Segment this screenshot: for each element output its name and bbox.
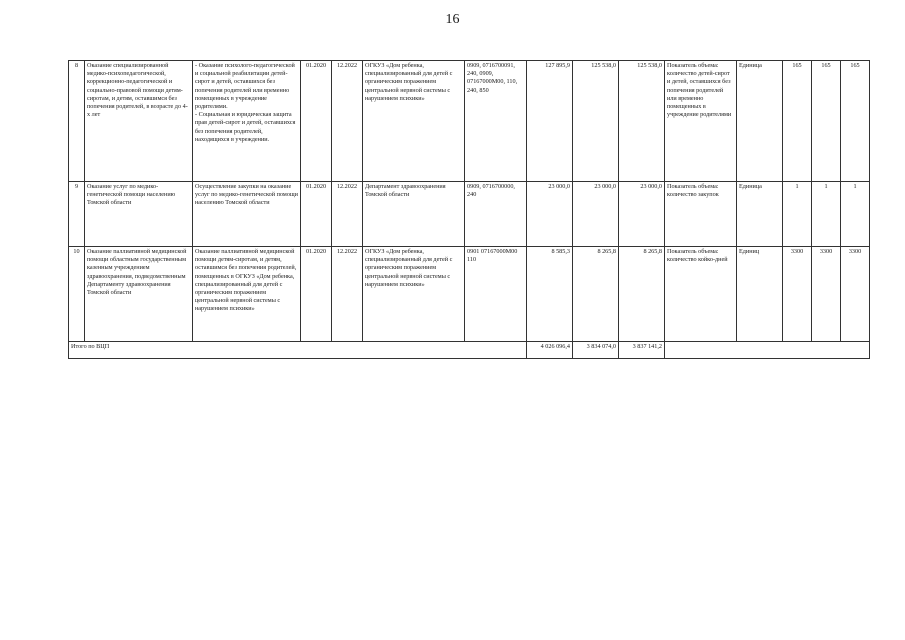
unit: Единица — [737, 61, 783, 182]
activity-name: Оказание специализированной медико-психопедагогической, коррекционно-педагогической и социально-правовой помощи детям-сиротам, и детям, оставшимся без попечения родителей, в возрасте до 4-х лет — [85, 61, 193, 182]
executor: Департамент здравоохранения Томской области — [363, 182, 465, 247]
indicator-value-2: 165 — [812, 61, 841, 182]
indicator-value-1: 3300 — [783, 247, 812, 342]
row-number: 9 — [69, 182, 85, 247]
indicator-value-3: 1 — [841, 182, 870, 247]
indicator-value-1: 165 — [783, 61, 812, 182]
budget-code: 0909, 0716700091, 240, 0909, 07167000М00, 110, 240, 850 — [465, 61, 527, 182]
indicator-value-2: 3300 — [812, 247, 841, 342]
total-year-3: 3 837 141,2 — [619, 342, 665, 359]
amount-year-2: 8 265,8 — [573, 247, 619, 342]
indicator-value-3: 3300 — [841, 247, 870, 342]
indicator: Показатель объема: количество закупок — [665, 182, 737, 247]
activity-content: Оказание паллиативной медицинской помощи детям-сиротам, и детям, оставшимся без попечения родителей, помещенных в ОГКУЗ «Дом ребенка, специализированный для детей с органическим поражением центральной нервной системы с нарушением психики» — [193, 247, 301, 342]
activity-name: Оказание паллиативной медицинской помощи областным государственным казенным учреждением здравоохранения, подведомственным Департаменту здравоохранения Томской области — [85, 247, 193, 342]
executor: ОГКУЗ «Дом ребенка, специализированный для детей с органическим поражением центральной нервной системы с нарушением психики» — [363, 61, 465, 182]
start-date: 01.2020 — [301, 61, 332, 182]
unit: Единица — [737, 182, 783, 247]
activity-name: Оказание услуг по медико-генетической помощи населению Томской области — [85, 182, 193, 247]
table-row — [69, 247, 870, 342]
amount-year-1: 127 895,9 — [527, 61, 573, 182]
indicator: Показатель объема: количество детей-сирот и детей, оставшихся без попечения родителей или временно помещенных в учреждение родителями — [665, 61, 737, 182]
executor: ОГКУЗ «Дом ребенка, специализированный для детей с органическим поражением центральной нервной системы с нарушением психики» — [363, 247, 465, 342]
total-year-2: 3 834 074,0 — [573, 342, 619, 359]
table-row — [69, 182, 870, 247]
total-year-1: 4 026 096,4 — [527, 342, 573, 359]
activity-content: Осуществление закупки на оказание услуг по медико-генетической помощи населению Томской области — [193, 182, 301, 247]
activity-content: - Оказание психолого-педагогической и социальной реабилитации детей-сирот и детей, оставшихся без попечения родителей или временно помещенных в учреждение родителями. - Социальная и юридическая защита прав детей-сирот и детей, оставшихся без попечения родителей, находящихся в учреждении. — [193, 61, 301, 182]
indicator-value-2: 1 — [812, 182, 841, 247]
indicator: Показатель объема: количество койко-дней — [665, 247, 737, 342]
row-number: 10 — [69, 247, 85, 342]
unit: Единиц — [737, 247, 783, 342]
indicator-value-1: 1 — [783, 182, 812, 247]
amount-year-3: 125 538,0 — [619, 61, 665, 182]
start-date: 01.2020 — [301, 182, 332, 247]
budget-code: 0901 07167000М00 110 — [465, 247, 527, 342]
table-row — [69, 61, 870, 182]
amount-year-2: 23 000,0 — [573, 182, 619, 247]
total-empty — [665, 342, 870, 359]
row-number: 8 — [69, 61, 85, 182]
end-date: 12.2022 — [332, 247, 363, 342]
total-row — [69, 342, 870, 359]
total-label: Итого по ВЦП — [69, 342, 527, 359]
amount-year-2: 125 538,0 — [573, 61, 619, 182]
amount-year-1: 8 585,3 — [527, 247, 573, 342]
indicator-value-3: 165 — [841, 61, 870, 182]
end-date: 12.2022 — [332, 182, 363, 247]
amount-year-3: 8 265,8 — [619, 247, 665, 342]
end-date: 12.2022 — [332, 61, 363, 182]
program-activities-table — [68, 60, 870, 359]
page-number: 16 — [445, 12, 460, 27]
budget-code: 0909, 0716700000, 240 — [465, 182, 527, 247]
start-date: 01.2020 — [301, 247, 332, 342]
amount-year-1: 23 000,0 — [527, 182, 573, 247]
amount-year-3: 23 000,0 — [619, 182, 665, 247]
